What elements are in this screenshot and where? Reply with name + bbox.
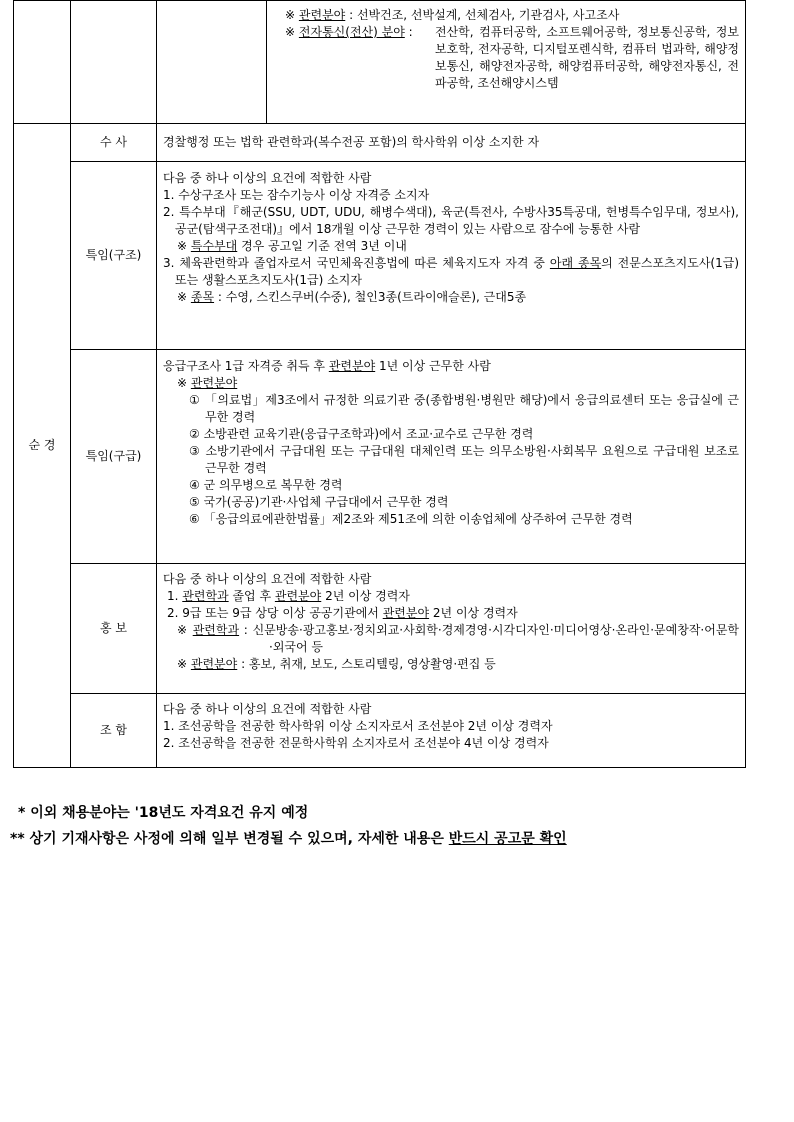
req-item: 1. 수상구조사 또는 잠수기능사 이상 자격증 소지자 [163, 188, 430, 202]
role-label: 특임(구조) [85, 248, 142, 262]
req-item: ③ 소방기관에서 구급대원 또는 구급대원 대체인력 또는 의무소방원·사회복무 요원으로 구급대원 보조로 근무한 경력 [189, 444, 739, 475]
note-mark: ※ [285, 25, 296, 39]
related-field-line [285, 7, 739, 24]
note-text: : 수영, 스킨스쿠버(수중), 철인3종(트라이애슬론), 근대5종 [214, 290, 527, 304]
item-text: 3. 체육관련학과 졸업자로서 국민체육진흥법에 따른 체육지도자 자격 중 [163, 256, 550, 270]
item-num: 1. [167, 589, 183, 603]
req-item: ⑤ 국가(공공)기관·사업체 구급대에서 근무한 경력 [189, 495, 449, 509]
req-note [163, 375, 739, 392]
note-text: 경우 공고일 기준 전역 3년 이내 [237, 239, 407, 253]
role-label: 홍 보 [100, 621, 127, 635]
footnote-2 [10, 826, 567, 852]
intro-text: 1년 이상 근무한 사람 [375, 359, 491, 373]
footnote-key: 반드시 공고문 확인 [448, 831, 567, 847]
note-mark: ※ [285, 8, 296, 22]
req-intro: 다음 중 하나 이상의 요건에 적합한 사람 [163, 702, 372, 716]
note-mark: ※ [177, 239, 191, 253]
role-label: 수 사 [100, 135, 127, 149]
note-key: 관련학과 [192, 623, 240, 637]
req-item [163, 605, 739, 622]
item-key: 관련학과 [182, 589, 229, 603]
role-label: 조 함 [100, 723, 127, 737]
req-cell-gugeup [157, 350, 746, 564]
item-text: 의 전문스포츠지도사(1급) 또는 생활스포츠지도사(1급) 소지자 [175, 256, 739, 287]
req-item: 2. 조선공학을 전공한 전문학사학위 소지자로서 조선분야 4년 이상 경력자 [163, 736, 549, 750]
req-item: 2. 특수부대『해군(SSU, UDT, UDU, 해병수색대), 육군(특전사, 수방사35특공대, 헌병특수임무대, 정보사), 공군(탐색구조전대)』에서 18개월 이상 근무한 경력이 있는 사람으로 잠수에 능통한 사람 [163, 205, 739, 236]
item-text: 졸업 후 [228, 589, 275, 603]
empty-mid-cell [157, 1, 267, 124]
empty-category-cell [14, 1, 71, 124]
telecom-field-text: 전산학, 컴퓨터공학, 소프트웨어공학, 정보통신공학, 정보보호학, 전자공학, 디지털포렌식학, 컴퓨터 법과학, 해양정보통신, 해양전자공학, 해양컴퓨터공학, 해양전자통신, 전파공학, 조선해양시스템 [435, 25, 739, 90]
note-text: : 신문방송·광고홍보·정치외교·사회학·경제경영·시각디자인·미디어영상·온라인·문예창작·어문학·외국어 등 [239, 623, 739, 654]
role-label: 특임(구급) [85, 449, 142, 463]
req-note [163, 622, 739, 656]
item-key: 아래 종목 [549, 256, 602, 270]
req-intro: 다음 중 하나 이상의 요건에 적합한 사람 [163, 171, 372, 185]
req-item [163, 588, 739, 605]
req-item: 1. 조선공학을 전공한 학사학위 이상 소지자로서 조선분야 2년 이상 경력자 [163, 719, 553, 733]
note-mark: ※ [177, 376, 191, 390]
footnote-1: * 이외 채용분야는 '18년도 자격요건 유지 예정 [18, 805, 309, 821]
qualification-table [13, 0, 746, 768]
req-intro [163, 358, 739, 375]
role-cell-hongbo [71, 564, 157, 694]
telecom-field-key: 전자통신(전산) 분야 [298, 25, 405, 39]
colon: : [404, 25, 413, 39]
item-key: 관련분야 [382, 606, 430, 620]
note-mark: ※ [177, 623, 193, 637]
req-note [163, 238, 739, 255]
note-key: 관련분야 [190, 657, 238, 671]
req-cell-gujo [157, 162, 746, 350]
item-text: 2년 이상 경력자 [321, 589, 410, 603]
req-item: ⑥ 「응급의료에관한법률」제2조와 제51조에 의한 이송업체에 상주하여 근무한 경력 [189, 512, 633, 526]
req-intro: 다음 중 하나 이상의 요건에 적합한 사람 [163, 572, 372, 586]
req-item: ① 「의료법」제3조에서 규정한 의료기관 중(종합병원·병원만 해당)에서 응급의료센터 또는 응급실에 근무한 경력 [189, 393, 739, 424]
req-cell-susa [157, 124, 746, 162]
footnotes [10, 800, 567, 852]
note-key: 특수부대 [190, 239, 238, 253]
role-cell-gugeup [71, 350, 157, 564]
note-mark: ※ [177, 657, 191, 671]
req-item [163, 255, 739, 289]
item-text: 2년 이상 경력자 [429, 606, 518, 620]
category-cell [14, 124, 71, 768]
req-item: ② 소방관련 교육기관(응급구조학과)에서 조교·교수로 근무한 경력 [189, 427, 534, 441]
item-key: 관련분야 [274, 589, 322, 603]
intro-key: 관련분야 [328, 359, 376, 373]
category-label: 순 경 [28, 438, 56, 452]
req-cell-hongbo [157, 564, 746, 694]
role-cell-gujo [71, 162, 157, 350]
empty-role-cell [71, 1, 157, 124]
req-cell-johap [157, 694, 746, 768]
req-note [163, 656, 739, 673]
note-key: 종목 [190, 290, 215, 304]
req-note [163, 289, 739, 306]
role-cell-johap [71, 694, 157, 768]
related-field-text: : 선박건조, 선박설계, 선체검사, 기관검사, 사고조사 [345, 8, 620, 22]
item-text: 2. 9급 또는 9급 상당 이상 공공기관에서 [167, 606, 383, 620]
role-cell-susa [71, 124, 157, 162]
footnote-text: ** 상기 기재사항은 사정에 의해 일부 변경될 수 있으며, 자세한 내용은 [10, 831, 449, 847]
note-text: : 홍보, 취재, 보도, 스토리텔링, 영상촬영·편집 등 [237, 657, 496, 671]
req-text: 경찰행정 또는 법학 관련학과(복수전공 포함)의 학사학위 이상 소지한 자 [163, 134, 540, 149]
intro-text: 응급구조사 1급 자격증 취득 후 [163, 359, 329, 373]
note-mark: ※ [177, 290, 191, 304]
telecom-field-block [285, 24, 739, 92]
related-field-key: 관련분야 [298, 8, 346, 22]
req-item: ④ 군 의무병으로 복무한 경력 [189, 478, 343, 492]
note-key: 관련분야 [190, 376, 238, 390]
top-fields-cell [267, 1, 746, 124]
